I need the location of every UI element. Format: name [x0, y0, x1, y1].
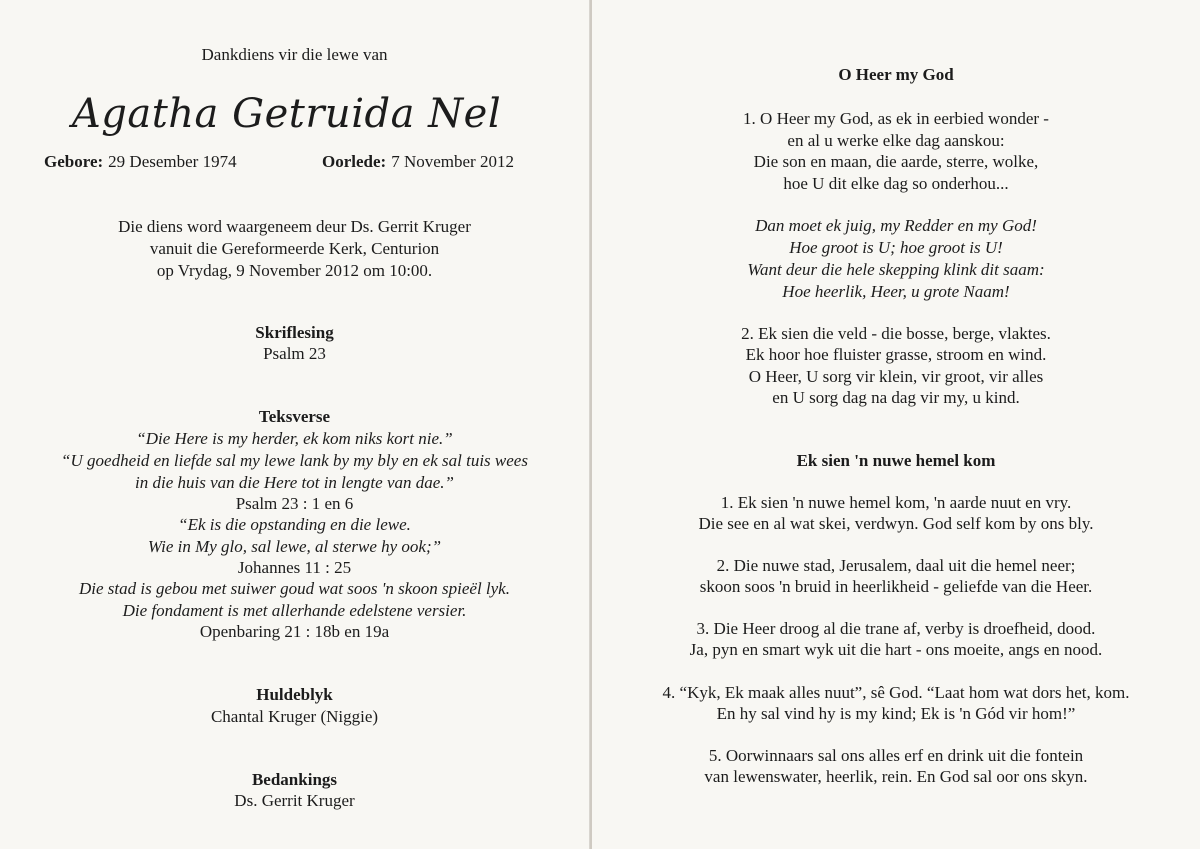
tribute-speaker: Chantal Kruger (Niggie): [210, 707, 379, 726]
text-verse: “Die Here is my herder, ek kom niks kort nie.”: [136, 429, 453, 448]
hymn1-chorus-line: Hoe heerlik, Heer, u grote Naam!: [782, 282, 1010, 301]
hymn2-verse-line: 2. Die nuwe stad, Jerusalem, daal uit die hemel neer;: [716, 556, 1076, 575]
hymn1-verse2-line: en U sorg dag na dag vir my, u kind.: [772, 388, 1020, 407]
hymn2-verse-line: 5. Oorwinnaars sal ons alles erf en drink uit die fontein: [708, 746, 1084, 765]
hymn1-verse1-line: Die son en maan, die aarde, sterre, wolke,: [753, 152, 1039, 171]
hymn1-verse1-line: en al u werke elke dag aanskou:: [787, 131, 1005, 150]
scripture-heading: Skriflesing: [255, 323, 334, 342]
right-page: [592, 0, 1200, 849]
hymn2-verse-line: En hy sal vind hy is my kind; Ek is 'n Gód vir hom!”: [716, 704, 1076, 723]
hymn2-verse-line: van lewenswater, heerlik, rein. En God sal oor ons skyn.: [704, 767, 1088, 786]
hymn1-verse2-line: Ek hoor hoe fluister grasse, stroom en wind.: [745, 345, 1047, 364]
texts-heading: Teksverse: [258, 407, 331, 426]
service-line: Die diens word waargeneem deur Ds. Gerrit Kruger: [118, 217, 471, 236]
intro-text: Dankdiens vir die lewe van: [201, 45, 388, 64]
hymn1-verse2-line: 2. Ek sien die veld - die bosse, berge, vlaktes.: [741, 324, 1051, 343]
hymn1-chorus-line: Want deur die hele skepping klink dit saam:: [747, 260, 1045, 279]
hymn2-verse-line: Ja, pyn en smart wyk uit die hart - ons moeite, angs en nood.: [689, 640, 1103, 659]
hymn2-title: Ek sien 'n nuwe hemel kom: [796, 451, 996, 470]
died-date: 7 November 2012: [391, 152, 514, 171]
service-line: op Vrydag, 9 November 2012 om 10:00.: [156, 261, 433, 280]
text-reference: Openbaring 21 : 18b en 19a: [199, 622, 390, 641]
hymn1-verse1-line: 1. O Heer my God, as ek in eerbied wonder -: [743, 109, 1049, 128]
hymn1-chorus-line: Hoe groot is U; hoe groot is U!: [789, 238, 1003, 257]
thanks-speaker: Ds. Gerrit Kruger: [234, 791, 355, 810]
hymn2-verse-line: 4. “Kyk, Ek maak alles nuut”, sê God. “Laat hom wat dors het, kom.: [662, 683, 1130, 702]
hymn1-verse1-line: hoe U dit elke dag so onderhou...: [783, 174, 1009, 193]
thanks-heading: Bedankings: [251, 770, 338, 789]
text-verse: Wie in My glo, sal lewe, al sterwe hy ook;”: [147, 537, 442, 556]
born-label: Gebore:: [44, 152, 104, 171]
scripture-reading: Psalm 23: [263, 344, 326, 363]
deceased-name: Agatha Getruida Nel: [71, 91, 502, 137]
hymn1-verse2-line: O Heer, U sorg vir klein, vir groot, vir alles: [748, 367, 1044, 386]
hymn2-verse-line: skoon soos 'n bruid in heerlikheid - geliefde van die Heer.: [699, 577, 1093, 596]
tribute-heading: Huldeblyk: [256, 685, 333, 704]
service-line: vanuit die Gereformeerde Kerk, Centurion: [149, 239, 440, 258]
born-info: [44, 152, 237, 172]
died-label: Oorlede:: [322, 152, 387, 171]
text-verse: Die stad is gebou met suiwer goud wat soos 'n skoon spieël lyk.: [79, 579, 510, 598]
text-verse: in die huis van die Here tot in lengte van dae.”: [135, 473, 454, 492]
hymn1-chorus-line: Dan moet ek juig, my Redder en my God!: [755, 216, 1037, 235]
text-reference: Psalm 23 : 1 en 6: [235, 494, 354, 513]
left-page: [0, 0, 590, 849]
died-info: [322, 152, 514, 172]
hymn2-verse-line: Die see en al wat skei, verdwyn. God self kom by ons bly.: [698, 514, 1094, 533]
text-verse: Die fondament is met allerhande edelstene versier.: [122, 601, 467, 620]
text-verse: “U goedheid en liefde sal my lewe lank by my bly en ek sal tuis wees: [61, 451, 528, 470]
hymn1-title: O Heer my God: [838, 65, 954, 84]
hymn2-verse-line: 1. Ek sien 'n nuwe hemel kom, 'n aarde nuut en vry.: [720, 493, 1072, 512]
text-verse: “Ek is die opstanding en die lewe.: [178, 515, 411, 534]
hymn2-verse-line: 3. Die Heer droog al die trane af, verby is droefheid, dood.: [696, 619, 1096, 638]
born-date: 29 Desember 1974: [108, 152, 237, 171]
text-reference: Johannes 11 : 25: [237, 558, 352, 577]
